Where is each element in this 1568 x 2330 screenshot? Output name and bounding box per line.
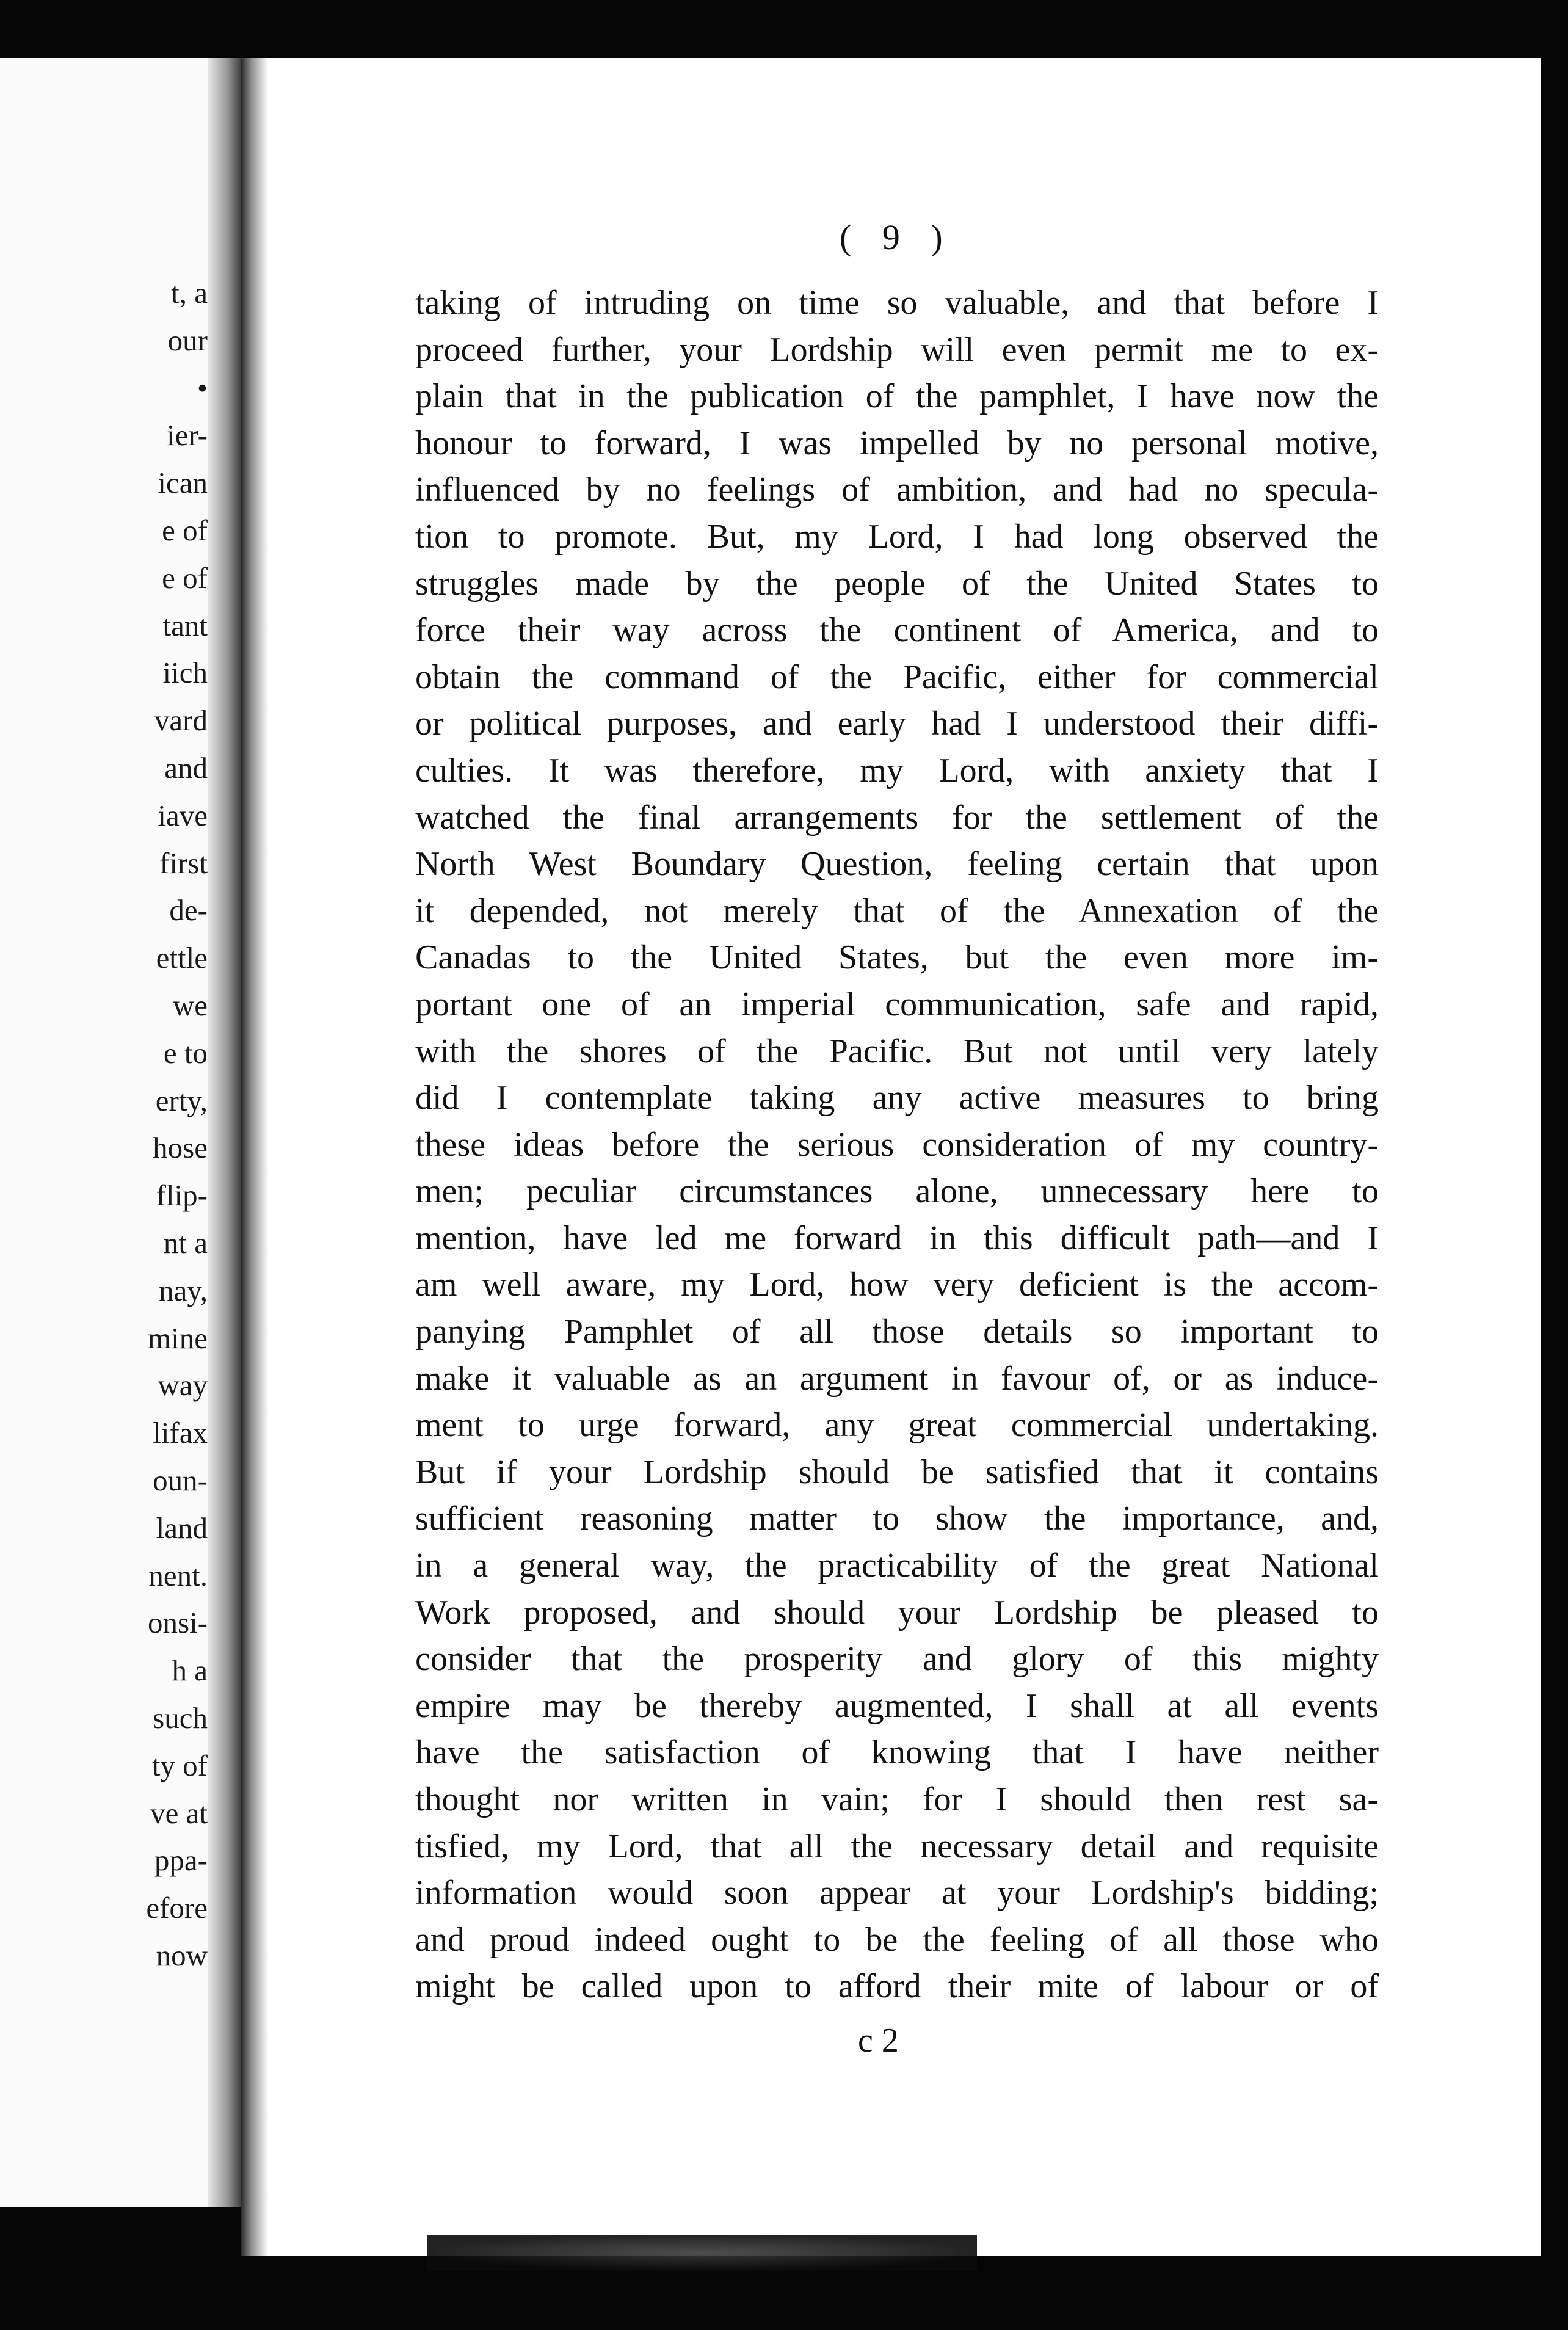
text-line: make it valuable as an argument in favour of, or as induce- [415,1359,1379,1398]
left-page-fragment: mine [148,1321,208,1355]
signature-mark: c 2 [858,2022,899,2060]
left-page-fragment: hose [153,1131,208,1165]
left-page-fragment: e of [162,514,208,547]
left-page-fragment: t, a [171,276,208,310]
text-line: thought nor written in vain; for I should then rest sa- [415,1780,1379,1818]
text-line: struggles made by the people of the United States to [415,564,1379,603]
left-page-fragment: ty of [151,1748,208,1782]
text-line: panying Pamphlet of all those details so important to [415,1313,1379,1351]
text-line: watched the final arrangements for the settlement of the [415,798,1379,837]
left-page-fragment: ican [158,466,208,500]
left-page-fragment: h a [172,1653,208,1688]
left-page-fragment: lifax [153,1416,208,1450]
text-line: or political purposes, and early had I understood their diffi- [415,705,1379,743]
left-page-fragment: nent. [148,1558,208,1592]
left-page-fragment: ve at [150,1796,208,1830]
left-page-fragment: our [167,323,208,357]
left-page-fragment: nay, [159,1273,208,1307]
text-line: with the shores of the Pacific. But not until very lately [415,1032,1379,1070]
text-line: obtain the command of the Pacific, either for commercial [415,658,1379,696]
text-line: culties. It was therefore, my Lord, with anxiety that I [415,751,1379,789]
text-line: have the satisfaction of knowing that I have neither [415,1733,1379,1772]
text-line: did I contemplate taking any active measures to bring [415,1079,1379,1117]
text-line: empire may be thereby augmented, I shall at all events [415,1686,1379,1725]
left-page-fragment: vard [154,703,208,738]
text-line: sufficient reasoning matter to show the importance, and, [415,1500,1379,1538]
body-text [415,280,1379,2010]
left-page-fragment: ier- [166,418,208,452]
text-line: am well aware, my Lord, how very deficient is the accom- [415,1266,1379,1304]
text-line: North West Boundary Question, feeling certain that upon [415,845,1379,884]
text-line: it depended, not merely that of the Annexation of the [415,891,1379,930]
text-line: in a general way, the practicability of the great National [415,1547,1379,1585]
text-line: and proud indeed ought to be the feeling of all those who [415,1920,1379,1959]
text-line: might be called upon to afford their mite of labour or of [415,1967,1379,2006]
text-line: ment to urge forward, any great commercial undertaking. [415,1406,1379,1445]
text-line: proceed further, your Lordship will even permit me to ex- [415,330,1379,369]
text-line: tisfied, my Lord, that all the necessary detail and requisite [415,1827,1379,1865]
left-page-fragment: flip- [156,1178,208,1213]
left-page-fragment: ettle [156,941,208,975]
left-page-fragment: nt a [163,1226,208,1260]
text-line: men; peculiar circumstances alone, unnecessary here to [415,1172,1379,1211]
page-bottom-edge [427,2235,977,2271]
text-line: influenced by no feelings of ambition, and had no specula- [415,471,1379,509]
text-line: plain that in the publication of the pamphlet, I have now the [415,377,1379,416]
left-page-fragment: land [156,1511,208,1545]
left-page-fragment: now [156,1939,208,1972]
text-line: But if your Lordship should be satisfied that it contains [415,1453,1379,1491]
left-page-fragment: first [159,846,208,880]
left-page-fragment: such [153,1701,208,1735]
text-line: honour to forward, I was impelled by no personal motive, [415,424,1379,462]
text-line: consider that the prosperity and glory of this mighty [415,1640,1379,1679]
text-line: Work proposed, and should your Lordship be pleased to [415,1593,1379,1631]
page-number: ( 9 ) [840,217,954,257]
left-page-fragment: efore [146,1891,208,1925]
text-line: mention, have led me forward in this difficult path—and I [415,1219,1379,1257]
left-page-fragment: and [164,751,208,785]
left-page-fragment: • [197,371,208,405]
left-page-fragment: onsi- [148,1606,208,1640]
left-page-fragment: we [172,989,208,1022]
text-line: tion to promote. But, my Lord, I had long observed the [415,517,1379,556]
text-line: portant one of an imperial communication, safe and rapid, [415,985,1379,1023]
left-page-fragment: ppa- [154,1843,208,1878]
text-line: these ideas before the serious consideration of my country- [415,1125,1379,1164]
text-line: taking of intruding on time so valuable, and that before I [415,284,1379,322]
book-gutter [241,58,269,2256]
left-page-fragment: iave [158,798,208,832]
left-page-fragment: e to [163,1036,208,1070]
left-page-fragment: de- [169,893,208,927]
text-line: force their way across the continent of America, and to [415,611,1379,650]
text-line: information would soon appear at your Lordship's bidding; [415,1874,1379,1912]
left-page-fragment: oun- [153,1464,208,1497]
left-facing-page [0,58,223,2207]
left-page-fragment: tant [162,608,208,642]
left-page-fragment: way [158,1368,208,1403]
left-page-fragment: erty, [155,1083,208,1117]
left-page-fragment: iich [162,656,208,690]
text-line: Canadas to the United States, but the even more im- [415,938,1379,977]
left-page-fragment: e of [162,561,208,595]
